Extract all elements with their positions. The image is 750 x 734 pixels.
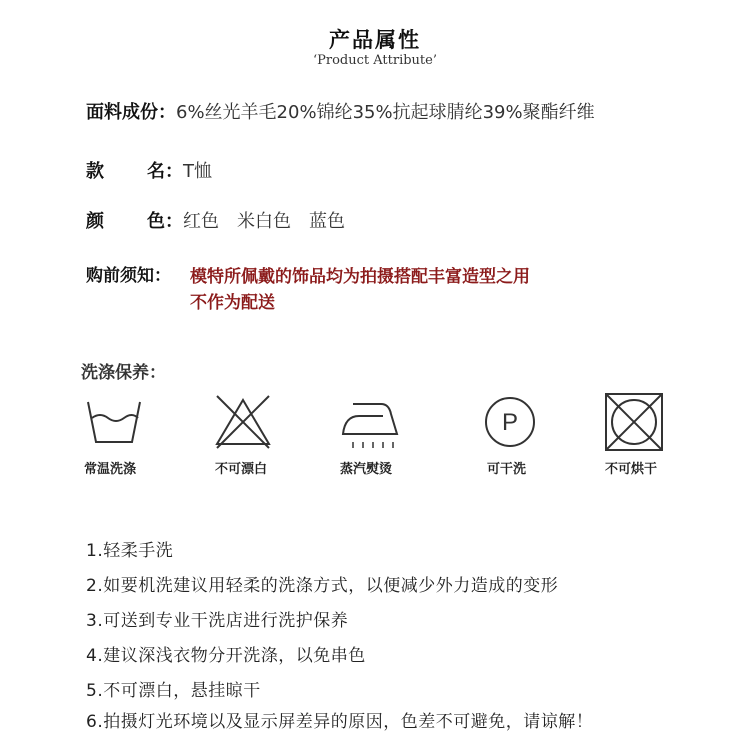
page-subtitle: ‘Product Attribute’ [313,53,437,68]
name-row [86,157,212,183]
note-2: 2.如要机洗建议用轻柔的洗涤方式，以便减少外力造成的变形 [86,576,559,596]
name-value: T恤 [183,161,212,182]
name-label-first: 款 [86,161,104,182]
color-label-second: 色： [147,211,183,232]
care-item-no-bleach [188,392,298,452]
no-tumble-dry-icon [604,392,664,452]
fabric-label: 面料成份： [86,102,176,123]
color-row [86,207,345,233]
care-label-no-bleach: 不可漂白 [215,462,268,477]
note-5: 5.不可漂白，悬挂晾干 [86,681,261,701]
fabric-row [86,98,595,124]
notice-label: 购前须知： [86,266,171,286]
notice-line-2: 不作为配送 [190,293,275,313]
care-item-wash [59,392,169,452]
care-label-steam-iron: 蒸汽熨烫 [340,462,393,477]
care-label-dry-clean: 可干洗 [487,462,527,477]
dry-clean-p-icon [480,392,540,452]
notice-row [86,261,171,286]
note-3: 3.可送到专业干洗店进行洗护保养 [86,611,349,631]
no-bleach-icon [213,392,273,452]
dry-clean-letter: P [501,409,519,436]
color-label-first: 颜 [86,211,104,232]
fabric-value: 6%丝光羊毛20%锦纶35%抗起球腈纶39%聚酯纤维 [176,102,595,123]
care-label-wash: 常温洗涤 [84,462,137,477]
color-value: 红色 米白色 蓝色 [183,211,345,232]
notice-line-1: 模特所佩戴的饰品均为拍摄搭配丰富造型之用 [190,267,530,287]
wash-basin-icon [84,392,144,452]
note-1: 1.轻柔手洗 [86,541,174,561]
steam-iron-icon [337,392,401,452]
name-label-second: 名： [147,161,183,182]
note-4: 4.建议深浅衣物分开洗涤，以免串色 [86,646,366,666]
care-heading: 洗涤保养： [81,363,166,383]
page-title: 产品属性 [329,28,421,52]
care-label-no-tumble-dry: 不可烘干 [605,462,658,477]
care-item-no-tumble-dry [579,392,689,452]
care-item-dry-clean [455,392,565,452]
care-item-steam-iron [314,392,424,452]
note-6: 6.拍摄灯光环境以及显示屏差异的原因，色差不可避免，请谅解！ [86,712,594,732]
